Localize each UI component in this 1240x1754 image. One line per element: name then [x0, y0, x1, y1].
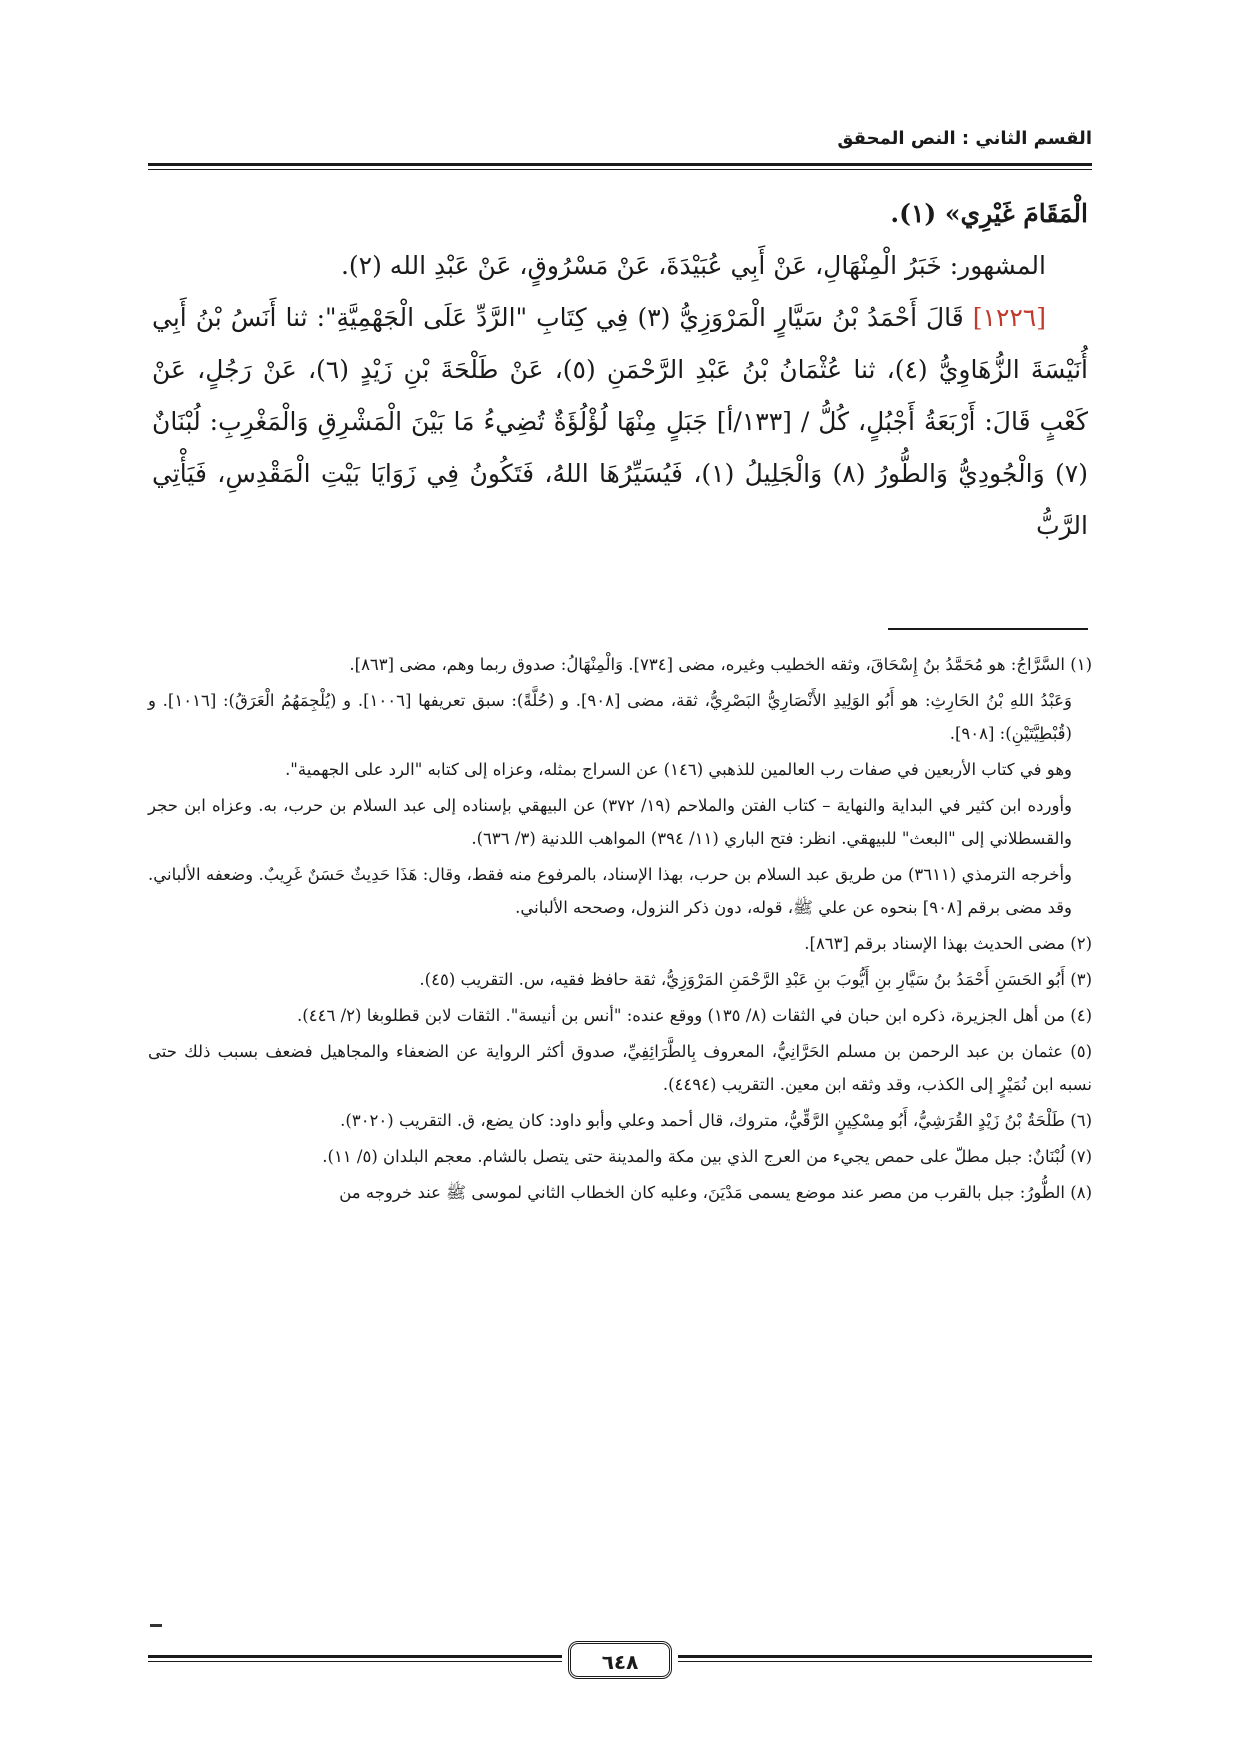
footer-rule-right	[678, 1655, 1092, 1658]
running-header	[148, 128, 1092, 154]
section-title: القسم الثاني : النص المحقق	[837, 128, 1092, 149]
footnote-5: (٥) عثمان بن عبد الرحمن بن مسلم الحَرَّانِيُّ، المعروف بِالطَّرَائِفِيِّ، صدوق أكثر الرواية عن الضعفاء والمجاهيل فضعف بسبب ذلك حتى نسبه ابن نُمَيْرٍ إلى الكذب، وقد وثقه ابن معين. التقريب (٤٤٩٤).	[148, 1042, 1092, 1094]
hadith-number: [١٢٢٦]	[972, 303, 1046, 332]
footer-rule-left-thin	[148, 1661, 562, 1662]
header-rule-thin	[148, 169, 1092, 170]
hadith-text: قَالَ أَحْمَدُ بْنُ سَيَّارٍ الْمَرْوَزِيُّ (٣) فِي كِتَابِ "الرَّدِّ عَلَى الْجَهْمِيَّةِ": ثنا أَنَسُ بْنُ أَبِي أُنَيْسَةَ الزُّهَاوِيُّ (٤)، ثنا عُثْمَانُ بْنُ عَبْدِ الرَّحْمَنِ (٥)، عَنْ طَلْحَةَ بْنِ زَيْدٍ (٦)، عَنْ رَجُلٍ، عَنْ كَعْبٍ قَالَ: أَرْبَعَةُ أَجْبُلٍ، كُلُّ / [١٣٣/أ] جَبَلٍ مِنْهَا لُؤْلُؤَةٌ تُضِيءُ مَا بَيْنَ الْمَشْرِقِ وَالْمَغْرِبِ: لُبْنَانٌ (٧) وَالْجُودِيُّ وَالطُّورُ (٨) وَالْجَلِيلُ (١)، فَيُسَيِّرُهَا اللهُ، فَتَكُونُ فِي زَوَايَا بَيْتِ الْمَقْدِسِ، فَيَأْتِي الرَّبُّ	[152, 303, 1088, 540]
footnote-1d: وأورده ابن كثير في البداية والنهاية – كتاب الفتن والملاحم (١٩/ ٣٧٢) عن البيهقي بإسناده إلى عبد السلام بن حرب، به. وعزاه ابن حجر والقسطلاني إلى "البعث" للبيهقي. انظر: فتح الباري (١١/ ٣٩٤) المواهب اللدنية (٣/ ٦٣٦).	[148, 796, 1072, 848]
footnote-1b: وَعَبْدُ اللهِ بْنُ الحَارِثِ: هو أَبُو الوَلِيدِ الأَنْصَارِيُّ البَصْرِيُّ، ثقة، مضى [٩٠٨]. و (حُلَّةً): سبق تعريفها [١٠٠٦]. و (يُلْجِمَهُمُ الْعَرَقُ): [١٠١٦]. و (قُبْطِيَّتَيْنِ): [٩٠٨].	[148, 691, 1072, 743]
main-paragraph	[152, 292, 1088, 552]
footnote-2: (٢) مضى الحديث بهذا الإسناد برقم [٨٦٣].	[804, 934, 1092, 953]
footnote-1c: وهو في كتاب الأربعين في صفات رب العالمين للذهبي (١٤٦) عن السراج بمثله، وعزاه إلى كتابه "الرد على الجهمية".	[285, 760, 1072, 779]
footnote-4: (٤) من أهل الجزيرة، ذكره ابن حبان في الثقات (٨/ ١٣٥) ووقع عنده: "أنس بن أنيسة". الثقات لابن قطلوبغا (٢/ ٤٤٦).	[297, 1006, 1092, 1025]
main-line-2: المشهور: خَبَرُ الْمِنْهَالِ، عَنْ أَبِي عُبَيْدَةَ، عَنْ مَسْرُوقٍ، عَنْ عَبْدِ الله (٢).	[340, 251, 1046, 280]
footnote-1e: وأخرجه الترمذي (٣٦١١) من طريق عبد السلام بن حرب، بهذا الإسناد، بالمرفوع منه فقط، وقال: هَذَا حَدِيثٌ حَسَنٌ غَرِيبٌ. وضعفه الألباني. وقد مضى برقم [٩٠٨] بنحوه عن علي ﷺ، قوله، دون ذكر النزول، وصححه الألباني.	[148, 865, 1072, 917]
footer-rule-right-thin	[678, 1661, 1092, 1662]
footnote-1a: (١) السَّرَّاجُ: هو مُحَمَّدُ بنُ إِسْحَاقَ، وثقه الخطيب وغيره، مضى [٧٣٤]. وَالْمِنْهَالُ: صدوق ربما وهم، مضى [٨٦٣].	[349, 655, 1092, 674]
footnote-7: (٧) لُبْنَانٌ: جبل مطلّ على حمص يجيء من العرج الذي بين مكة والمدينة حتى يتصل بالشام. معجم البلدان (٥/ ١١).	[322, 1147, 1092, 1166]
page-number: ٦٤٨	[568, 1641, 672, 1679]
main-line-1: الْمَقَامَ غَيْرِي» (١).	[890, 199, 1088, 228]
continuation-dash	[150, 1624, 162, 1627]
footnote-3: (٣) أَبُو الحَسَنِ أَحْمَدُ بنُ سَيَّارِ بنِ أَيُّوبَ بنِ عَبْدِ الرَّحْمَنِ المَرْوَزِيُّ، ثقة حافظ فقيه، س. التقريب (٤٥).	[419, 970, 1092, 989]
header-rule-thick	[148, 163, 1092, 166]
main-text	[152, 188, 1088, 552]
footnote-8: (٨) الطُّورُ: جبل بالقرب من مصر عند موضع يسمى مَدْيَنَ، وعليه كان الخطاب الثاني لموسى ﷺ عند خروجه من	[339, 1183, 1092, 1202]
footnote-6: (٦) طَلْحَةُ بْنُ زَيْدٍ القُرَشِيُّ، أَبُو مِسْكِينٍ الرَّقِّيُّ، متروك، قال أحمد وعلي وأبو داود: كان يضع، ق. التقريب (٣٠٢٠).	[340, 1111, 1092, 1130]
footer-rule-left	[148, 1655, 562, 1658]
footnotes	[148, 648, 1092, 1212]
footnote-separator	[888, 628, 1088, 630]
